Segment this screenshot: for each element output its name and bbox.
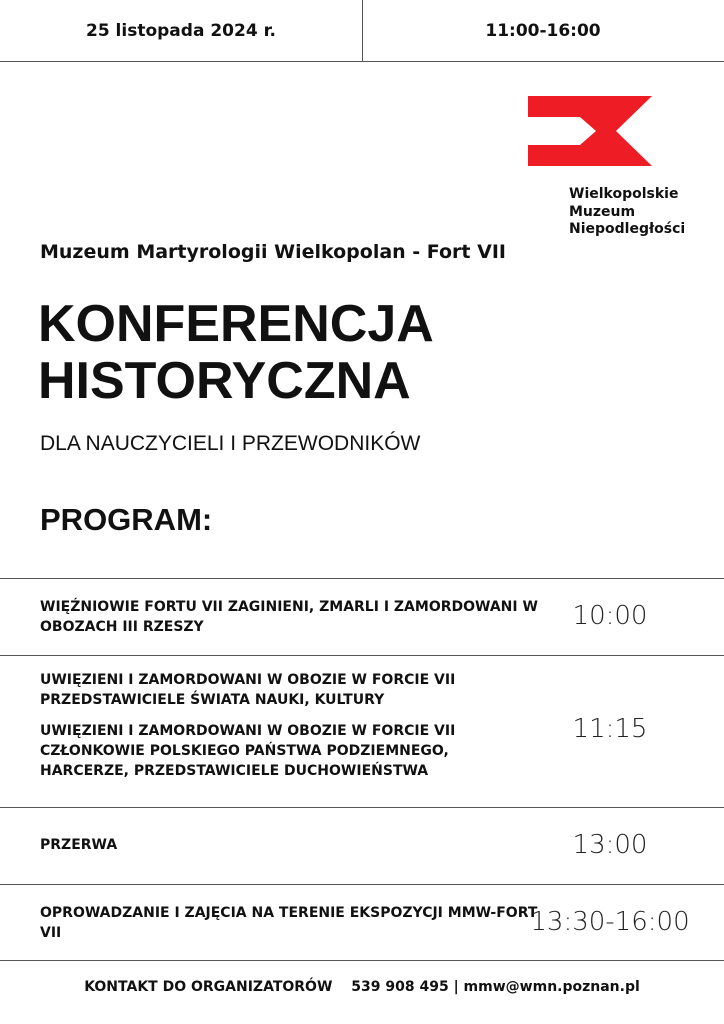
program-text: WIĘŹNIOWIE FORTU VII ZAGINIENI, ZMARLI I ZAMORDOWANI W OBOZACH III RZESZY [40,599,538,635]
program-table [0,578,724,961]
program-description [40,835,540,855]
program-row [0,884,724,961]
program-description [40,903,540,943]
contact-label: KONTAKT DO ORGANIZATORÓW [84,979,333,995]
program-row [0,655,724,807]
logo-wordmark [569,186,685,239]
logo-line: Muzeum [569,203,636,220]
program-description [40,597,540,637]
page-title [38,296,434,410]
title-line: KONFERENCJA [38,295,434,353]
program-heading: PROGRAM: [40,502,213,537]
program-time: 13:30-16:00 [530,907,690,937]
program-time: 13:00 [572,830,648,860]
logo-line: Wielkopolskie [569,186,679,202]
wmn-logo-icon [528,96,652,166]
event-hours: 11:00-16:00 [485,21,601,41]
program-text: UWIĘZIENI I ZAMORDOWANI W OBOZIE W FORCIE VII PRZEDSTAWICIELE ŚWIATA NAUKI, KULTURY [40,672,456,708]
program-time: 11:15 [572,714,648,744]
program-text: OPROWADZANIE I ZAJĘCIA NA TERENIE EKSPOZYCJI MMW-FORT VII [40,905,538,941]
program-time: 10:00 [572,601,648,631]
title-line: HISTORYCZNA [38,352,411,410]
event-date: 25 listopada 2024 r. [85,21,276,41]
header-bar [0,0,724,62]
museum-name: Muzeum Martyrologii Wielkopolan - Fort VII [40,241,506,263]
program-description [40,670,540,781]
contact-details: 539 908 495 | mmw@wmn.poznan.pl [351,979,640,995]
logo-line: Niepodległości [569,221,686,237]
program-text: PRZERWA [40,837,118,853]
page-subtitle: DLA NAUCZYCIELI I PRZEWODNIKÓW [40,432,421,455]
program-row [0,807,724,884]
program-text: UWIĘZIENI I ZAMORDOWANI W OBOZIE W FORCIE VII CZŁONKOWIE POLSKIEGO PAŃSTWA PODZIEMNEGO, HARCERZE, PRZEDSTAWICIELE DUCHOWIEŃSTWA [40,723,456,779]
program-row [0,578,724,655]
contact-footer [0,979,724,995]
